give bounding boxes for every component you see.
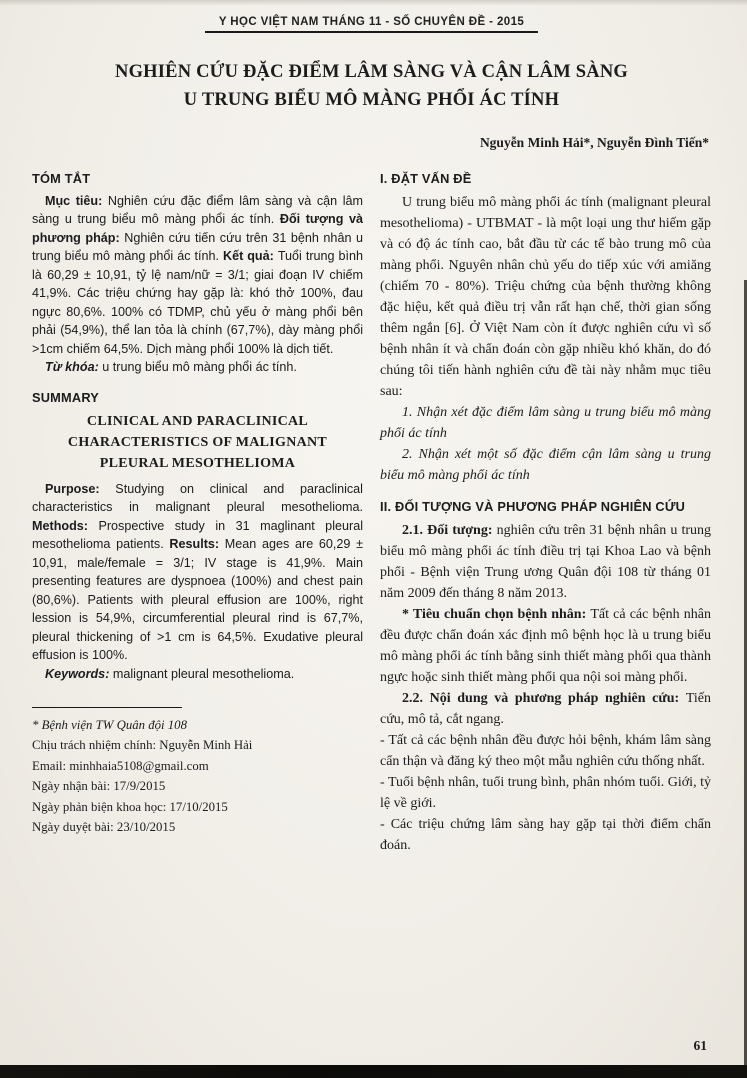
- paragraph: * Bệnh viện TW Quân đội 108: [32, 718, 187, 732]
- paragraph: Mục tiêu: Nghiên cứu đặc điểm lâm sàng và cận lâm sàng u trung biểu mô màng phổi ác tính. Đối tượng và phương pháp: Nghiên cứu tiến cứu trên 31 bệnh nhân u trung biểu mô màng phổi ác tính. Kết quả: Tuổi trung bình là 60,29 ± 10,91, tỷ lệ nam/nữ = 3/1; giai đoạn IV chiếm 41,9%. Các triệu chứng hay gặp là: khó thở 100%, đau ngực 80,6%. 100% có TDMP, chủ yếu ở màng phổi bên phải (54,9%), thể lan tỏa là chính (67,7%), dày màng phổi >1cm chiếm 64,5%. Dịch màng phổi 100% là dịch tiết.: [32, 193, 364, 356]
- section2-heading: II. ĐỐI TƯỢNG VÀ PHƯƠNG PHÁP NGHIÊN CỨU: [380, 498, 686, 514]
- paragraph: - Các triệu chứng lâm sàng hay gặp tại thời điểm chẩn đoán.: [380, 816, 711, 853]
- section1-body: [380, 192, 711, 486]
- paragraph: - Tất cả các bệnh nhân đều được hỏi bệnh, khám lâm sàng cẩn thận và đăng ký theo một mẫu nghiên cứu thống nhất.: [380, 732, 711, 769]
- paragraph: Chịu trách nhiệm chính: Nguyễn Minh Hải: [32, 738, 253, 753]
- summary-heading: SUMMARY: [32, 389, 100, 405]
- scan-artifact-bottom-edge: [0, 1065, 747, 1078]
- journal-header: [32, 12, 711, 33]
- paragraph: 2.2. Nội dung và phương pháp nghiên cứu: Tiến cứu, mô tả, cắt ngang.: [380, 690, 711, 727]
- paragraph: Email: minhhaia5108@gmail.com: [32, 758, 209, 773]
- footnote-divider: [32, 707, 182, 708]
- authors-line: Nguyễn Minh Hải*, Nguyễn Đình Tiến*: [479, 134, 709, 150]
- section2-body: [380, 520, 711, 856]
- paragraph: * Tiêu chuẩn chọn bệnh nhân: Tất cả các bệnh nhân đều được chẩn đoán xác định mô bệnh học là u trung biểu mô màng phổi ác tính bằng sinh thiết màng phổi qua thành ngực hoặc sinh thiết màng phổi qua nội soi màng phổi.: [380, 606, 711, 685]
- paragraph: - Tuổi bệnh nhân, tuổi trung bình, phân nhóm tuổi. Giới, tỷ lệ về giới.: [380, 774, 711, 811]
- page-number: 61: [693, 1038, 707, 1053]
- tom-tat-body: [32, 192, 363, 377]
- paragraph: Ngày nhận bài: 17/9/2015: [32, 779, 166, 794]
- section1-heading: I. ĐẶT VẤN ĐỀ: [380, 170, 472, 186]
- paragraph: Ngày duyệt bài: 23/10/2015: [32, 820, 176, 835]
- footnote-block: [32, 707, 363, 838]
- scan-artifact-top: [0, 0, 747, 6]
- paragraph: Purpose: Studying on clinical and paraclinical characteristics in malignant pleural mesothelioma. Methods: Prospective study in 31 maglinant pleural mesothelioma patients. Results: Mean ages are 60,29 ± 10,91, male/female = 3/1; IV stage is 41,9%. Main presenting features are dyspnoea (100%) and chest pain (80,6%). Patients with pleural effusion are 100%, right lession is 54,9%, circumferential pleural rind is 67,7%, pleural thickening of >1 cm is 64,5%. Exudative pleural effusion is 100%.: [32, 481, 364, 662]
- left-column: [32, 169, 363, 856]
- two-column-layout: [32, 169, 711, 856]
- footnotes: [32, 715, 363, 838]
- paragraph: 1. Nhận xét đặc điểm lâm sàng u trung biểu mô màng phổi ác tính: [380, 404, 711, 441]
- article-title-line1: NGHIÊN CỨU ĐẶC ĐIỂM LÂM SÀNG VÀ CẬN LÂM SÀNG: [115, 62, 628, 82]
- article-title: [32, 59, 711, 115]
- tom-tat-heading: TÓM TẮT: [32, 170, 91, 186]
- article-title-line2: U TRUNG BIỂU MÔ MÀNG PHỔI ÁC TÍNH: [183, 89, 560, 110]
- paragraph: 2. Nhận xét một số đặc điểm cận lâm sàng u trung biểu mô màng phổi ác tính: [380, 446, 711, 483]
- paragraph: U trung biểu mô màng phổi ác tính (malignant pleural mesothelioma) - UTBMAT - là một loại ung thư hiếm gặp và có độ ác tính cao, bắt đầu từ các tế bào trung mô của màng phổi. Nguyên nhân chủ yếu do tiếp xúc với amiăng (chiếm 70 - 80%). Triệu chứng của bệnh thường không đặc hiệu, kết quả điều trị vẫn rất hạn chế, thời gian sống thêm ngắn [6]. Ở Việt Nam còn ít được nghiên cứu vì số bệnh nhân ít và chẩn đoán còn gặp nhiều khó khăn, do đó chúng tôi tiến hành nghiên cứu đề tài này nhằm mục tiêu sau:: [380, 194, 711, 399]
- journal-header-text: Y HỌC VIỆT NAM THÁNG 11 - SỐ CHUYÊN ĐỀ - 2015: [205, 16, 538, 33]
- paragraph: Keywords: malignant pleural mesothelioma.: [45, 666, 295, 681]
- right-column: [380, 169, 711, 856]
- paragraph: Từ khóa: u trung biểu mô màng phổi ác tính.: [45, 360, 297, 374]
- english-article-title: CLINICAL AND PARACLINICAL CHARACTERISTICS OF MALIGNANT PLEURAL MESOTHELIOMA: [67, 413, 328, 471]
- paragraph: Ngày phản biện khoa học: 17/10/2015: [32, 799, 228, 814]
- paragraph: 2.1. Đối tượng: nghiên cứu trên 31 bệnh nhân u trung biểu mô màng phổi ác tính điều trị tại Khoa Lao và bệnh phổi - Bệnh viện Trung ương Quân đội 108 từ tháng 01 năm 2009 đến tháng 8 năm 2013.: [380, 522, 711, 601]
- summary-body: [32, 480, 363, 684]
